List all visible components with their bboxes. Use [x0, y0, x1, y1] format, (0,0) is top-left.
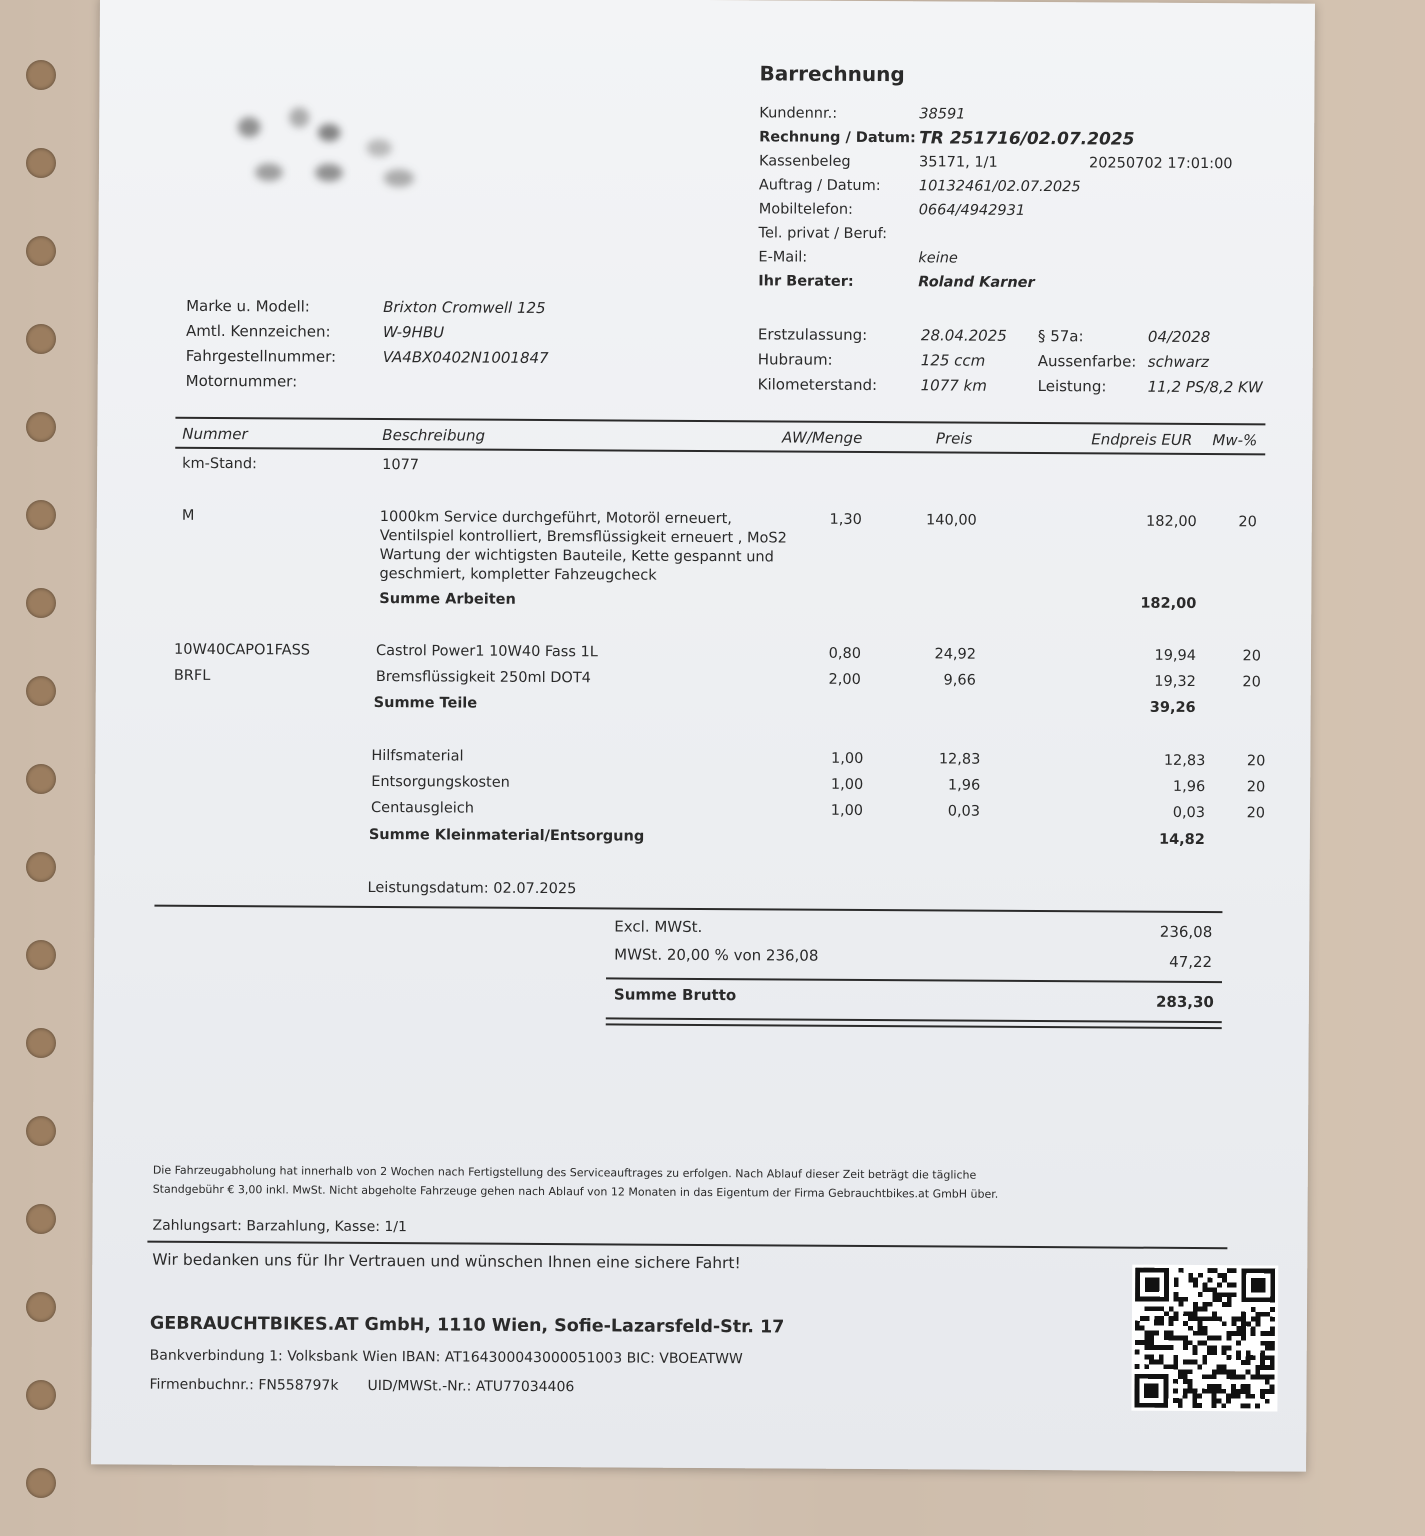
thanks-message: Wir bedanken uns für Ihr Vertrauen und wünschen Ihnen eine sichere Fahrt!: [152, 1250, 741, 1273]
labor-description-line: Wartung der wichtigsten Bauteile, Kette gespannt und: [379, 547, 774, 566]
header-field-label: Kundennr.:: [759, 105, 838, 122]
part-number: 10W40CAPO1FASS: [173, 641, 311, 659]
punch-hole: [26, 60, 56, 90]
sum-misc-label: Summe Kleinmaterial/Entsorgung: [368, 826, 645, 845]
header-field-value: 38591: [919, 106, 966, 123]
part-vat: 20: [1242, 674, 1261, 691]
brutto-rule: [606, 977, 1222, 983]
vehicle-value: 11,2 PS/8,2 KW: [1147, 377, 1263, 397]
vehicle-value: 1077 km: [920, 376, 987, 395]
punch-hole: [26, 148, 56, 178]
vehicle-label: Hubraum:: [757, 350, 833, 369]
bank-details: Bankverbindung 1: Volksbank Wien IBAN: AT164300043000051003 BIC: VBOEATWW: [149, 1347, 743, 1368]
misc-quantity: 1,00: [830, 802, 864, 819]
invoice-page: [91, 0, 1315, 1472]
mwst-label: MWSt. 20,00 % von 236,08: [614, 945, 819, 965]
misc-total: 1,96: [1172, 778, 1206, 796]
sum-labor-label: Summe Arbeiten: [379, 591, 516, 608]
misc-description: Hilfsmaterial: [371, 747, 464, 765]
vehicle-label: Leistung:: [1037, 377, 1107, 396]
vehicle-label: Motornummer:: [185, 371, 298, 391]
footer-rule: [147, 1241, 1227, 1250]
part-number: BRFL: [173, 667, 211, 684]
misc-price: 0,03: [947, 803, 981, 820]
punch-hole: [26, 676, 56, 706]
vehicle-value: Brixton Cromwell 125: [383, 298, 546, 318]
header-field-label: E-Mail:: [758, 249, 808, 266]
part-description: Bremsflüssigkeit 250ml DOT4: [375, 668, 591, 687]
header-field-value: 0664/4942931: [918, 202, 1026, 219]
vehicle-value: 125 ccm: [920, 351, 986, 370]
km-stand-label: km-Stand:: [182, 455, 258, 473]
labor-vat: 20: [1238, 514, 1257, 531]
header-field-value: Roland Karner: [918, 274, 1035, 292]
service-date: Leistungsdatum: 02.07.2025: [367, 879, 577, 898]
invoice-title: Barrechnung: [759, 61, 905, 87]
punch-hole: [26, 940, 56, 970]
misc-price: 12,83: [938, 751, 981, 768]
header-field-value: TR 251716/02.07.2025: [919, 128, 1135, 150]
misc-total: 0,03: [1172, 804, 1206, 822]
totals-top-rule: [154, 905, 1222, 914]
labor-description-line: Ventilspiel kontrolliert, Bremsflüssigkeit erneuert , MoS2: [379, 528, 787, 547]
punch-hole: [26, 1380, 56, 1410]
header-field-label: Tel. privat / Beruf:: [758, 225, 888, 243]
labor-description-line: geschmiert, kompletter Fahzeugcheck: [379, 566, 657, 584]
labor-number: M: [181, 507, 195, 524]
vehicle-label: Kilometerstand:: [757, 375, 878, 395]
vehicle-label: Amtl. Kennzeichen:: [185, 321, 331, 341]
company-address: GEBRAUCHTBIKES.AT GmbH, 1110 Wien, Sofie-Lazarsfeld-Str. 17: [149, 1313, 785, 1338]
misc-total: 12,83: [1163, 752, 1206, 770]
header-field-label: Mobiltelefon:: [758, 201, 854, 218]
misc-description: Entsorgungskosten: [371, 773, 510, 791]
excl-mwst-value: 236,08: [1159, 922, 1213, 942]
vehicle-label: Aussenfarbe:: [1037, 352, 1137, 371]
part-quantity: 2,00: [828, 671, 861, 688]
payment-method: Zahlungsart: Barzahlung, Kasse: 1/1: [152, 1217, 407, 1236]
vehicle-label: Erstzulassung:: [757, 325, 868, 344]
punch-hole: [26, 588, 56, 618]
pickup-note-line1: Die Fahrzeugabholung hat innerhalb von 2 Wochen nach Fertigstellung des Serviceauftrages zu erfolgen. Nach Ablauf dieser Zeit beträgt die tägliche: [152, 1163, 977, 1182]
header-field-label: Ihr Berater:: [758, 273, 854, 290]
part-total: 19,32: [1154, 673, 1196, 690]
punch-hole: [26, 1116, 56, 1146]
labor-total: 182,00: [1146, 513, 1197, 530]
vehicle-value: schwarz: [1147, 352, 1209, 372]
vehicle-label: Fahrgestellnummer:: [185, 346, 337, 366]
labor-price: 140,00: [926, 512, 977, 529]
brutto-double-rule-2: [606, 1023, 1222, 1029]
misc-vat: 20: [1246, 753, 1266, 770]
table-top-rule: [175, 417, 1265, 426]
header-field-value: 35171, 1/1: [918, 154, 998, 171]
sum-labor-value: 182,00: [1140, 595, 1197, 612]
misc-quantity: 1,00: [831, 750, 864, 767]
blurred-logo-icon: [209, 87, 430, 198]
punch-hole: [26, 1028, 56, 1058]
excl-mwst-label: Excl. MWSt.: [614, 917, 703, 936]
header-field-value: 10132461/02.07.2025: [918, 178, 1081, 196]
column-header: Endpreis EUR: [1091, 430, 1193, 449]
column-header: Mw-%: [1212, 431, 1258, 450]
km-stand-value: 1077: [382, 457, 420, 474]
part-description: Castrol Power1 10W40 Fass 1L: [375, 642, 598, 661]
part-price: 9,66: [943, 672, 976, 689]
labor-description-line: 1000km Service durchgeführt, Motoröl erneuert,: [379, 509, 732, 528]
column-header: Nummer: [182, 424, 248, 444]
misc-description: Centausgleich: [371, 799, 475, 817]
vehicle-label: Marke u. Modell:: [186, 296, 310, 316]
column-header: AW/Menge: [781, 428, 863, 447]
qr-code-icon: [1131, 1265, 1278, 1412]
firmenbuch-number: Firmenbuchnr.: FN558797k: [149, 1376, 339, 1394]
misc-vat: 20: [1246, 779, 1266, 796]
mwst-value: 47,22: [1169, 952, 1213, 972]
header-field-label: Auftrag / Datum:: [758, 177, 881, 195]
header-field-label: Rechnung / Datum:: [759, 129, 916, 147]
header-field-extra: 20250702 17:01:00: [1088, 155, 1233, 173]
vehicle-value: 28.04.2025: [920, 326, 1007, 345]
sum-parts-value: 39,26: [1149, 699, 1196, 716]
punch-hole: [26, 236, 56, 266]
brutto-label: Summe Brutto: [613, 985, 737, 1005]
punch-hole: [26, 1292, 56, 1322]
vehicle-value: W-9HBU: [382, 323, 445, 342]
sum-misc-value: 14,82: [1158, 831, 1205, 849]
brutto-double-rule-1: [606, 1017, 1222, 1023]
part-price: 24,92: [934, 646, 977, 663]
vehicle-value: VA4BX0402N1001847: [382, 348, 549, 368]
column-header: Beschreibung: [382, 426, 486, 445]
labor-quantity: 1,30: [829, 511, 862, 528]
header-field-label: Kassenbeleg: [758, 153, 851, 170]
punch-holes: [0, 0, 90, 1536]
part-vat: 20: [1242, 648, 1262, 665]
part-total: 19,94: [1154, 647, 1197, 664]
part-quantity: 0,80: [828, 645, 862, 662]
sum-parts-label: Summe Teile: [373, 694, 478, 712]
misc-quantity: 1,00: [830, 776, 864, 793]
punch-hole: [26, 500, 56, 530]
vehicle-label: § 57a:: [1037, 327, 1084, 346]
misc-vat: 20: [1246, 805, 1266, 822]
misc-price: 1,96: [947, 777, 981, 794]
column-header: Preis: [935, 429, 973, 448]
vehicle-value: 04/2028: [1147, 327, 1211, 347]
punch-hole: [26, 1204, 56, 1234]
punch-hole: [26, 324, 56, 354]
header-field-value: keine: [918, 250, 958, 267]
punch-hole: [26, 1468, 56, 1498]
uid-number: UID/MWSt.-Nr.: ATU77034406: [367, 1377, 575, 1396]
punch-hole: [26, 852, 56, 882]
punch-hole: [26, 412, 56, 442]
pickup-note-line2: Standgebühr € 3,00 inkl. MwSt. Nicht abgeholte Fahrzeuge gehen nach Ablauf von 12 Monaten in das Eigentum der Firma Gebrauchtbikes.at GmbH über.: [152, 1182, 999, 1201]
punch-hole: [26, 764, 56, 794]
brutto-value: 283,30: [1155, 992, 1214, 1012]
